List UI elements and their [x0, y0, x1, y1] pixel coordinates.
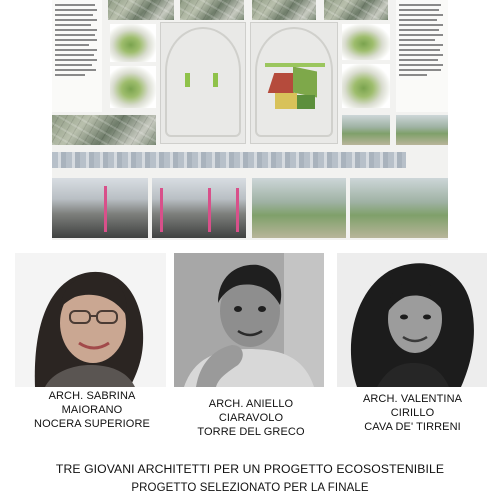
board-street-photo	[152, 178, 246, 238]
caption-valentina-cirillo	[330, 392, 495, 434]
project-board	[52, 0, 448, 240]
board-site-plan-right	[250, 22, 338, 144]
caption-line: MAIORANO	[61, 404, 123, 416]
caption-line: CIRILLO	[390, 407, 435, 419]
subheadline: PROGETTO SELEZIONATO PER LA FINALE	[131, 482, 369, 494]
board-model-render	[110, 66, 156, 108]
board-aerial-photo	[252, 0, 316, 20]
board-model-render	[342, 24, 390, 60]
board-street-photo	[396, 115, 448, 145]
board-aerial-photo	[52, 115, 156, 145]
board-model-render	[342, 64, 390, 108]
caption-line: ARCH. VALENTINA	[362, 393, 463, 405]
caption-aniello-ciaravolo	[172, 397, 330, 439]
caption-line: ARCH. SABRINA	[48, 390, 136, 402]
headline: TRE GIOVANI ARCHITETTI PER UN PROGETTO ECOSOSTENIBILE	[55, 462, 445, 476]
portrait-sabrina-maiorano	[15, 253, 166, 387]
board-street-render	[252, 178, 346, 238]
board-text-column-left	[52, 0, 102, 112]
board-elevation-strip	[52, 152, 406, 168]
caption-line: NOCERA SUPERIORE	[34, 418, 150, 430]
board-aerial-photo	[180, 0, 244, 20]
caption-line: CAVA DE' TIRRENI	[364, 421, 461, 433]
portrait-aniello-ciaravolo	[174, 253, 324, 387]
board-street-photo	[342, 115, 390, 145]
caption-line: CIARAVOLO	[218, 412, 284, 424]
board-aerial-photo	[324, 0, 388, 20]
portrait-valentina-cirillo	[337, 253, 487, 387]
caption-line: ARCH. ANIELLO	[208, 398, 294, 410]
board-text-column-right	[396, 0, 448, 112]
board-street-photo	[52, 178, 148, 238]
board-aerial-photo	[108, 0, 174, 20]
caption-sabrina-maiorano	[12, 389, 172, 431]
board-model-render	[110, 24, 156, 62]
board-street-render	[350, 178, 448, 238]
caption-line: TORRE DEL GRECO	[197, 426, 305, 438]
board-site-plan-left	[160, 22, 246, 144]
